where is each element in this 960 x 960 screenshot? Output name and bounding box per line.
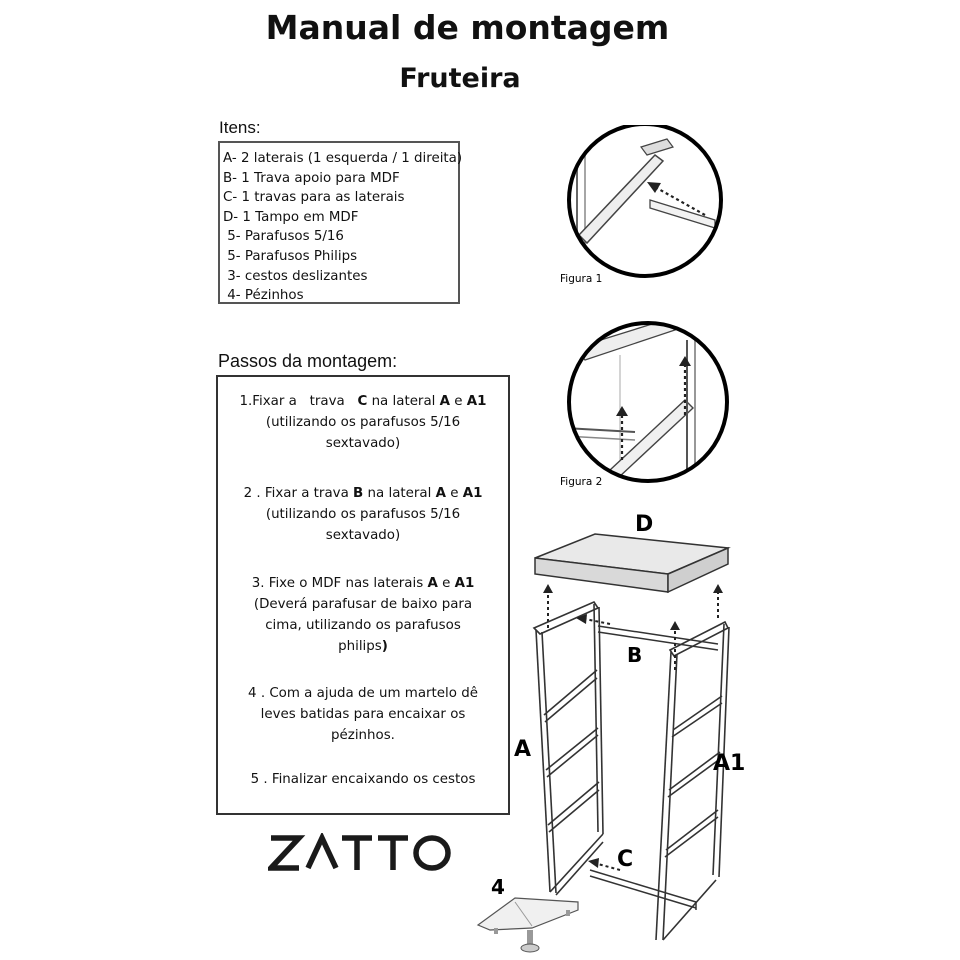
- step-text: 5 . Finalizar encaixando os cestos: [250, 772, 476, 787]
- label-a: A: [514, 737, 532, 762]
- label-feet: 4: [491, 875, 505, 899]
- label-d: D: [635, 512, 654, 537]
- part-ref: A1: [462, 486, 483, 501]
- figure-2-detail: [555, 320, 745, 490]
- part-ref: A1: [454, 576, 475, 591]
- zatto-logo-mark: [268, 833, 453, 873]
- step-text: (utilizando os parafusos 5/16: [265, 507, 461, 522]
- step-2: [218, 483, 508, 546]
- step-text: 2 . Fixar a trava: [243, 486, 354, 501]
- list-item: 5- Parafusos Philips: [223, 248, 358, 264]
- items-list-box: [218, 141, 463, 304]
- steps-list-box: [216, 375, 510, 815]
- step-text: pézinhos.: [331, 728, 395, 743]
- step-text: (Deverá parafusar de baixo para: [253, 597, 473, 612]
- part-ref: A: [439, 394, 450, 409]
- step-text: e: [445, 486, 463, 501]
- list-item: B- 1 Trava apoio para MDF: [223, 170, 400, 186]
- list-item: 3- cestos deslizantes: [223, 268, 368, 284]
- step-text: 4 . Com a ajuda de um martelo dê: [248, 686, 478, 701]
- step-text: ): [381, 639, 388, 654]
- step-text: cima, utilizando os parafusos: [265, 618, 461, 633]
- step-1: [218, 391, 508, 454]
- step-4: [218, 683, 508, 746]
- page-subtitle: Fruteira: [399, 63, 521, 94]
- part-ref: C: [357, 394, 368, 409]
- right-side-part: [656, 622, 729, 940]
- figure-1-caption: Figura 1: [560, 273, 603, 285]
- step-text: (utilizando os parafusos 5/16: [265, 415, 461, 430]
- step-text: 3. Fixe o MDF nas laterais: [251, 576, 428, 591]
- steps-heading: Passos da montagem:: [218, 351, 398, 371]
- list-item: D- 1 Tampo em MDF: [223, 209, 359, 225]
- brand-logo: [268, 833, 453, 884]
- assembly-diagram: [470, 500, 770, 955]
- step-text: 1.Fixar a trava: [239, 394, 358, 409]
- part-ref: B: [353, 486, 364, 501]
- page-title: Manual de montagem: [265, 8, 670, 47]
- list-item: 5- Parafusos 5/16: [223, 229, 344, 245]
- bar-c-part: [590, 870, 696, 910]
- bar-b-part: [598, 626, 718, 650]
- step-5: [218, 769, 508, 790]
- step-text: sextavado): [325, 436, 401, 451]
- step-text: philips: [338, 639, 382, 654]
- step-text: e: [450, 394, 467, 409]
- mdf-top-part: [535, 534, 728, 592]
- list-item: C- 1 travas para as laterais: [223, 190, 405, 206]
- items-heading: Itens:: [219, 118, 261, 137]
- step-3: [218, 573, 508, 657]
- list-item: A- 2 laterais (1 esquerda / 1 direita): [223, 151, 463, 166]
- step-text: na lateral: [363, 486, 436, 501]
- label-b: B: [627, 643, 643, 667]
- foot-part: [478, 898, 578, 952]
- figure-2-caption: Figura 2: [560, 476, 603, 488]
- list-item: 4- Pézinhos: [223, 288, 304, 304]
- part-ref: A: [435, 486, 446, 501]
- figure-1-detail: [555, 125, 745, 285]
- label-c: C: [617, 847, 634, 872]
- step-text: na lateral: [367, 394, 440, 409]
- label-a1: A1: [713, 751, 746, 776]
- step-text: e: [437, 576, 455, 591]
- step-text: sextavado): [325, 528, 401, 543]
- left-side-part: [534, 602, 603, 895]
- part-ref: A: [427, 576, 438, 591]
- step-text: leves batidas para encaixar os: [260, 707, 466, 722]
- part-ref: A1: [466, 394, 487, 409]
